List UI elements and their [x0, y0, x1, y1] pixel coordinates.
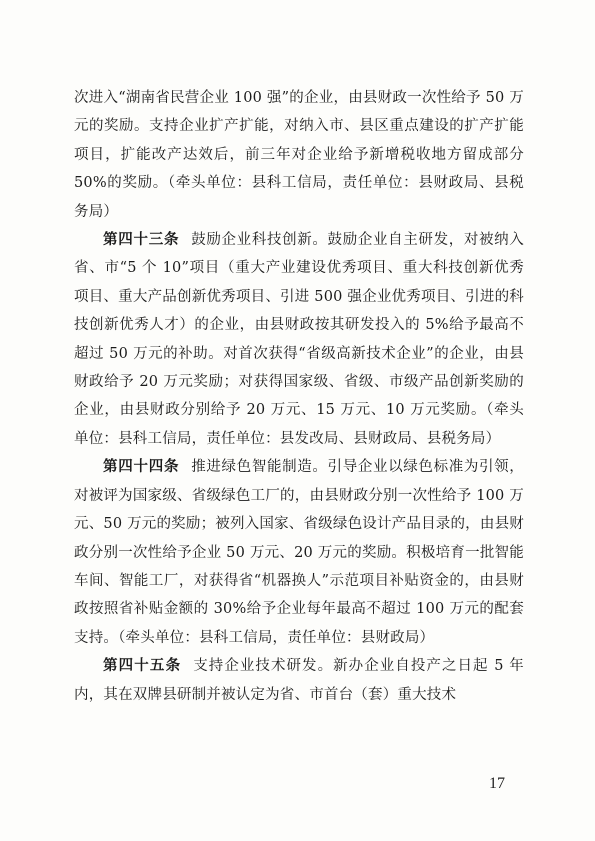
- article-text: 鼓励企业科技创新。鼓励企业自主研发，对被纳入省、市“5 个 10”项目（重大产业建设优秀项目、重大科技创新优秀项目、重大产品创新优秀项目、引进 500 强企业优秀项目、引进的科技创新优秀人才）的企业，由县财政按其研发投入的 5%给予最高不超过 50 万元的补助。对首次获得“省级高新技术企业”的企业，由县财政给予 20 万元奖励；对获得国家级、省级、市级产品创新奖励的企业，由县财政分别给予 20 万元、15 万元、10 万元奖励。（牵头单位：县科工信局，责任单位：县发改局、县财政局、县税务局）: [74, 232, 524, 447]
- article-text: 支持企业技术研发。新办企业自投产之日起 5 年内，其在双牌县研制并被认定为省、市首台（套）重大技术: [74, 658, 525, 703]
- page-number: 17: [489, 775, 505, 792]
- article-43: [74, 226, 524, 453]
- article-text: 推进绿色智能制造。引导企业以绿色标准为引领，对被评为国家级、省级绿色工厂的，由县财政分别一次性给予 100 万元、50 万元的奖励；被列入国家、省级绿色设计产品目录的，由县财政分别一次性给予企业 50 万元、20 万元的奖励。积极培育一批智能车间、智能工厂，对获得省“机器换人”示范项目补贴资金的，由县财政按照省补贴金额的 30%给予企业每年最高不超过 100 万元的配套支持。（牵头单位：县科工信局，责任单位：县财政局）: [74, 459, 524, 646]
- article-title: 第四十五条: [103, 658, 182, 675]
- article-45: [74, 652, 524, 709]
- article-title: 第四十四条: [103, 459, 180, 476]
- article-title: 第四十三条: [103, 232, 180, 249]
- paragraph-continued: [74, 84, 524, 226]
- article-44: [74, 453, 524, 652]
- paragraph-text: 次进入“湖南省民营企业 100 强”的企业，由县财政一次性给予 50 万元的奖励。支持企业扩产扩能，对纳入市、县区重点建设的扩产扩能项目，扩能改产达效后，前三年对企业给予新增税收地方留成部分 50%的奖励。（牵头单位：县科工信局，责任单位：县财政局、县税务局）: [74, 90, 524, 220]
- document-body: [74, 84, 524, 709]
